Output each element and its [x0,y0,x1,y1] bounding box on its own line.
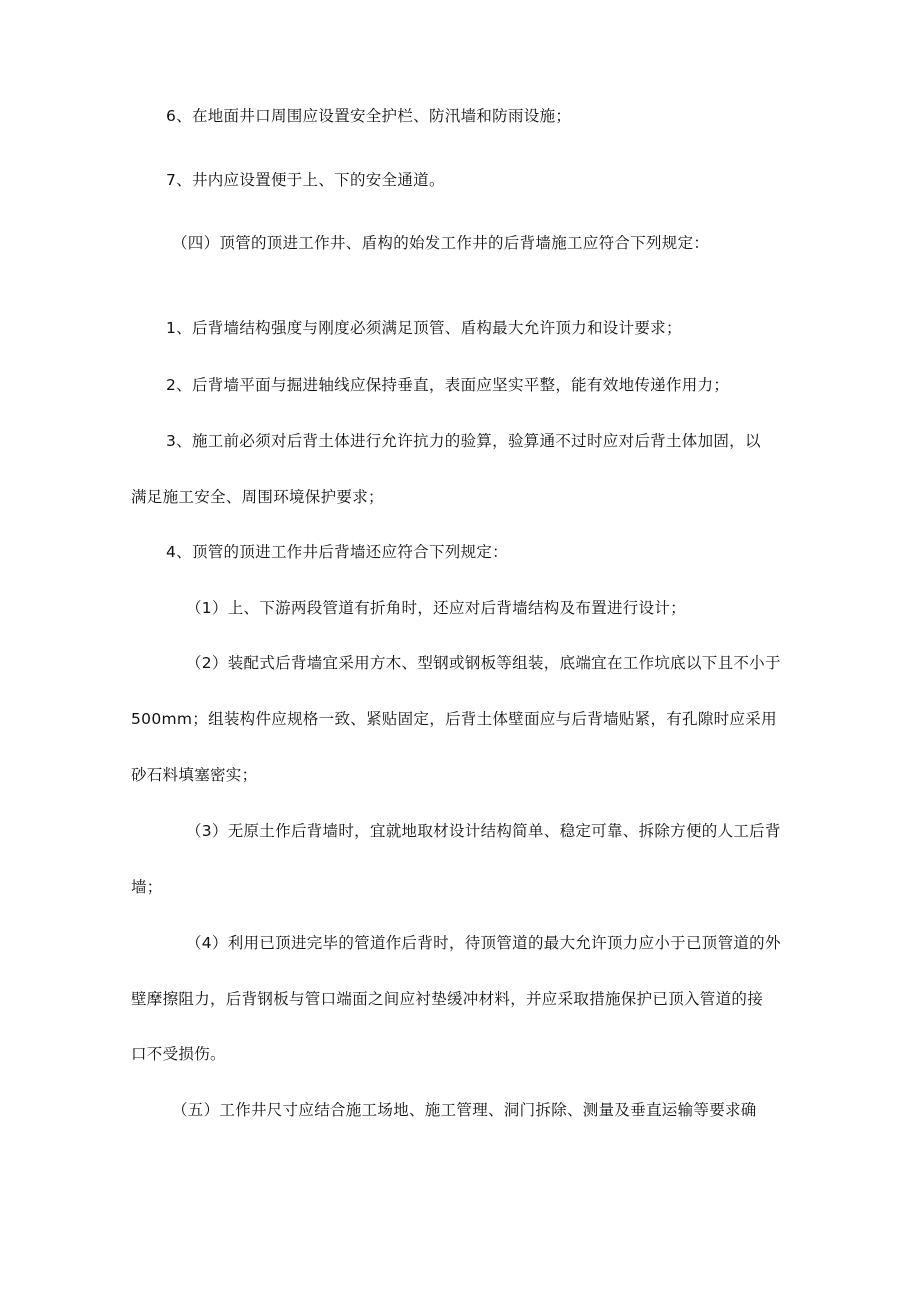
section-4-heading: （四）顶管的顶进工作井、盾构的始发工作井的后背墙施工应符合下列规定： [172,234,710,252]
subitem-3-text-line2: 墙； [131,878,163,896]
subitem-3-text-line1: （3）无原土作后背墙时，宜就地取材设计结构简单、稳定可靠、拆除方便的人工后背 [186,822,781,840]
item-1-text: 1、后背墙结构强度与刚度必须满足顶管、盾构最大允许顶力和设计要求； [166,319,682,337]
item-3-text-line1: 3、施工前必须对后背土体进行允许抗力的验算，验算通不过时应对后背土体加固，以 [166,432,761,450]
subitem-2-text-line3: 砂石料填塞密实； [131,766,258,784]
item-3-text-line2: 满足施工安全、周围环境保护要求； [131,488,384,506]
subitem-4-text-line3: 口不受损伤。 [131,1045,226,1063]
item-7-text: 7、井内应设置便于上、下的安全通道。 [166,171,445,189]
subitem-4-text-line1: （4）利用已顶进完毕的管道作后背时，待顶管道的最大允许顶力应小于已顶管道的外 [186,934,781,952]
subitem-1-text: （1）上、下游两段管道有折角时，还应对后背墙结构及布置进行设计； [186,599,686,617]
item-2-text: 2、后背墙平面与掘进轴线应保持垂直，表面应坚实平整，能有效地传递作用力； [166,376,730,394]
item-6-text: 6、在地面井口周围应设置安全护栏、防汛墙和防雨设施； [166,107,572,125]
subitem-2-text-line2: 500mm；组装构件应规格一致、紧贴固定，后背土体壁面应与后背墙贴紧，有孔隙时应采用 [131,710,777,728]
item-4-text: 4、顶管的顶进工作井后背墙还应符合下列规定： [166,543,508,561]
subitem-4-text-line2: 壁摩擦阻力，后背钢板与管口端面之间应衬垫缓冲材料，并应采取措施保护已顶入管道的接 [131,990,764,1008]
subitem-2-text-line1: （2）装配式后背墙宜采用方木、型钢或钢板等组装，底端宜在工作坑底以下且不小于 [186,654,781,672]
section-5-heading: （五）工作井尺寸应结合施工场地、施工管理、洞门拆除、测量及垂直运输等要求确 [172,1101,757,1119]
